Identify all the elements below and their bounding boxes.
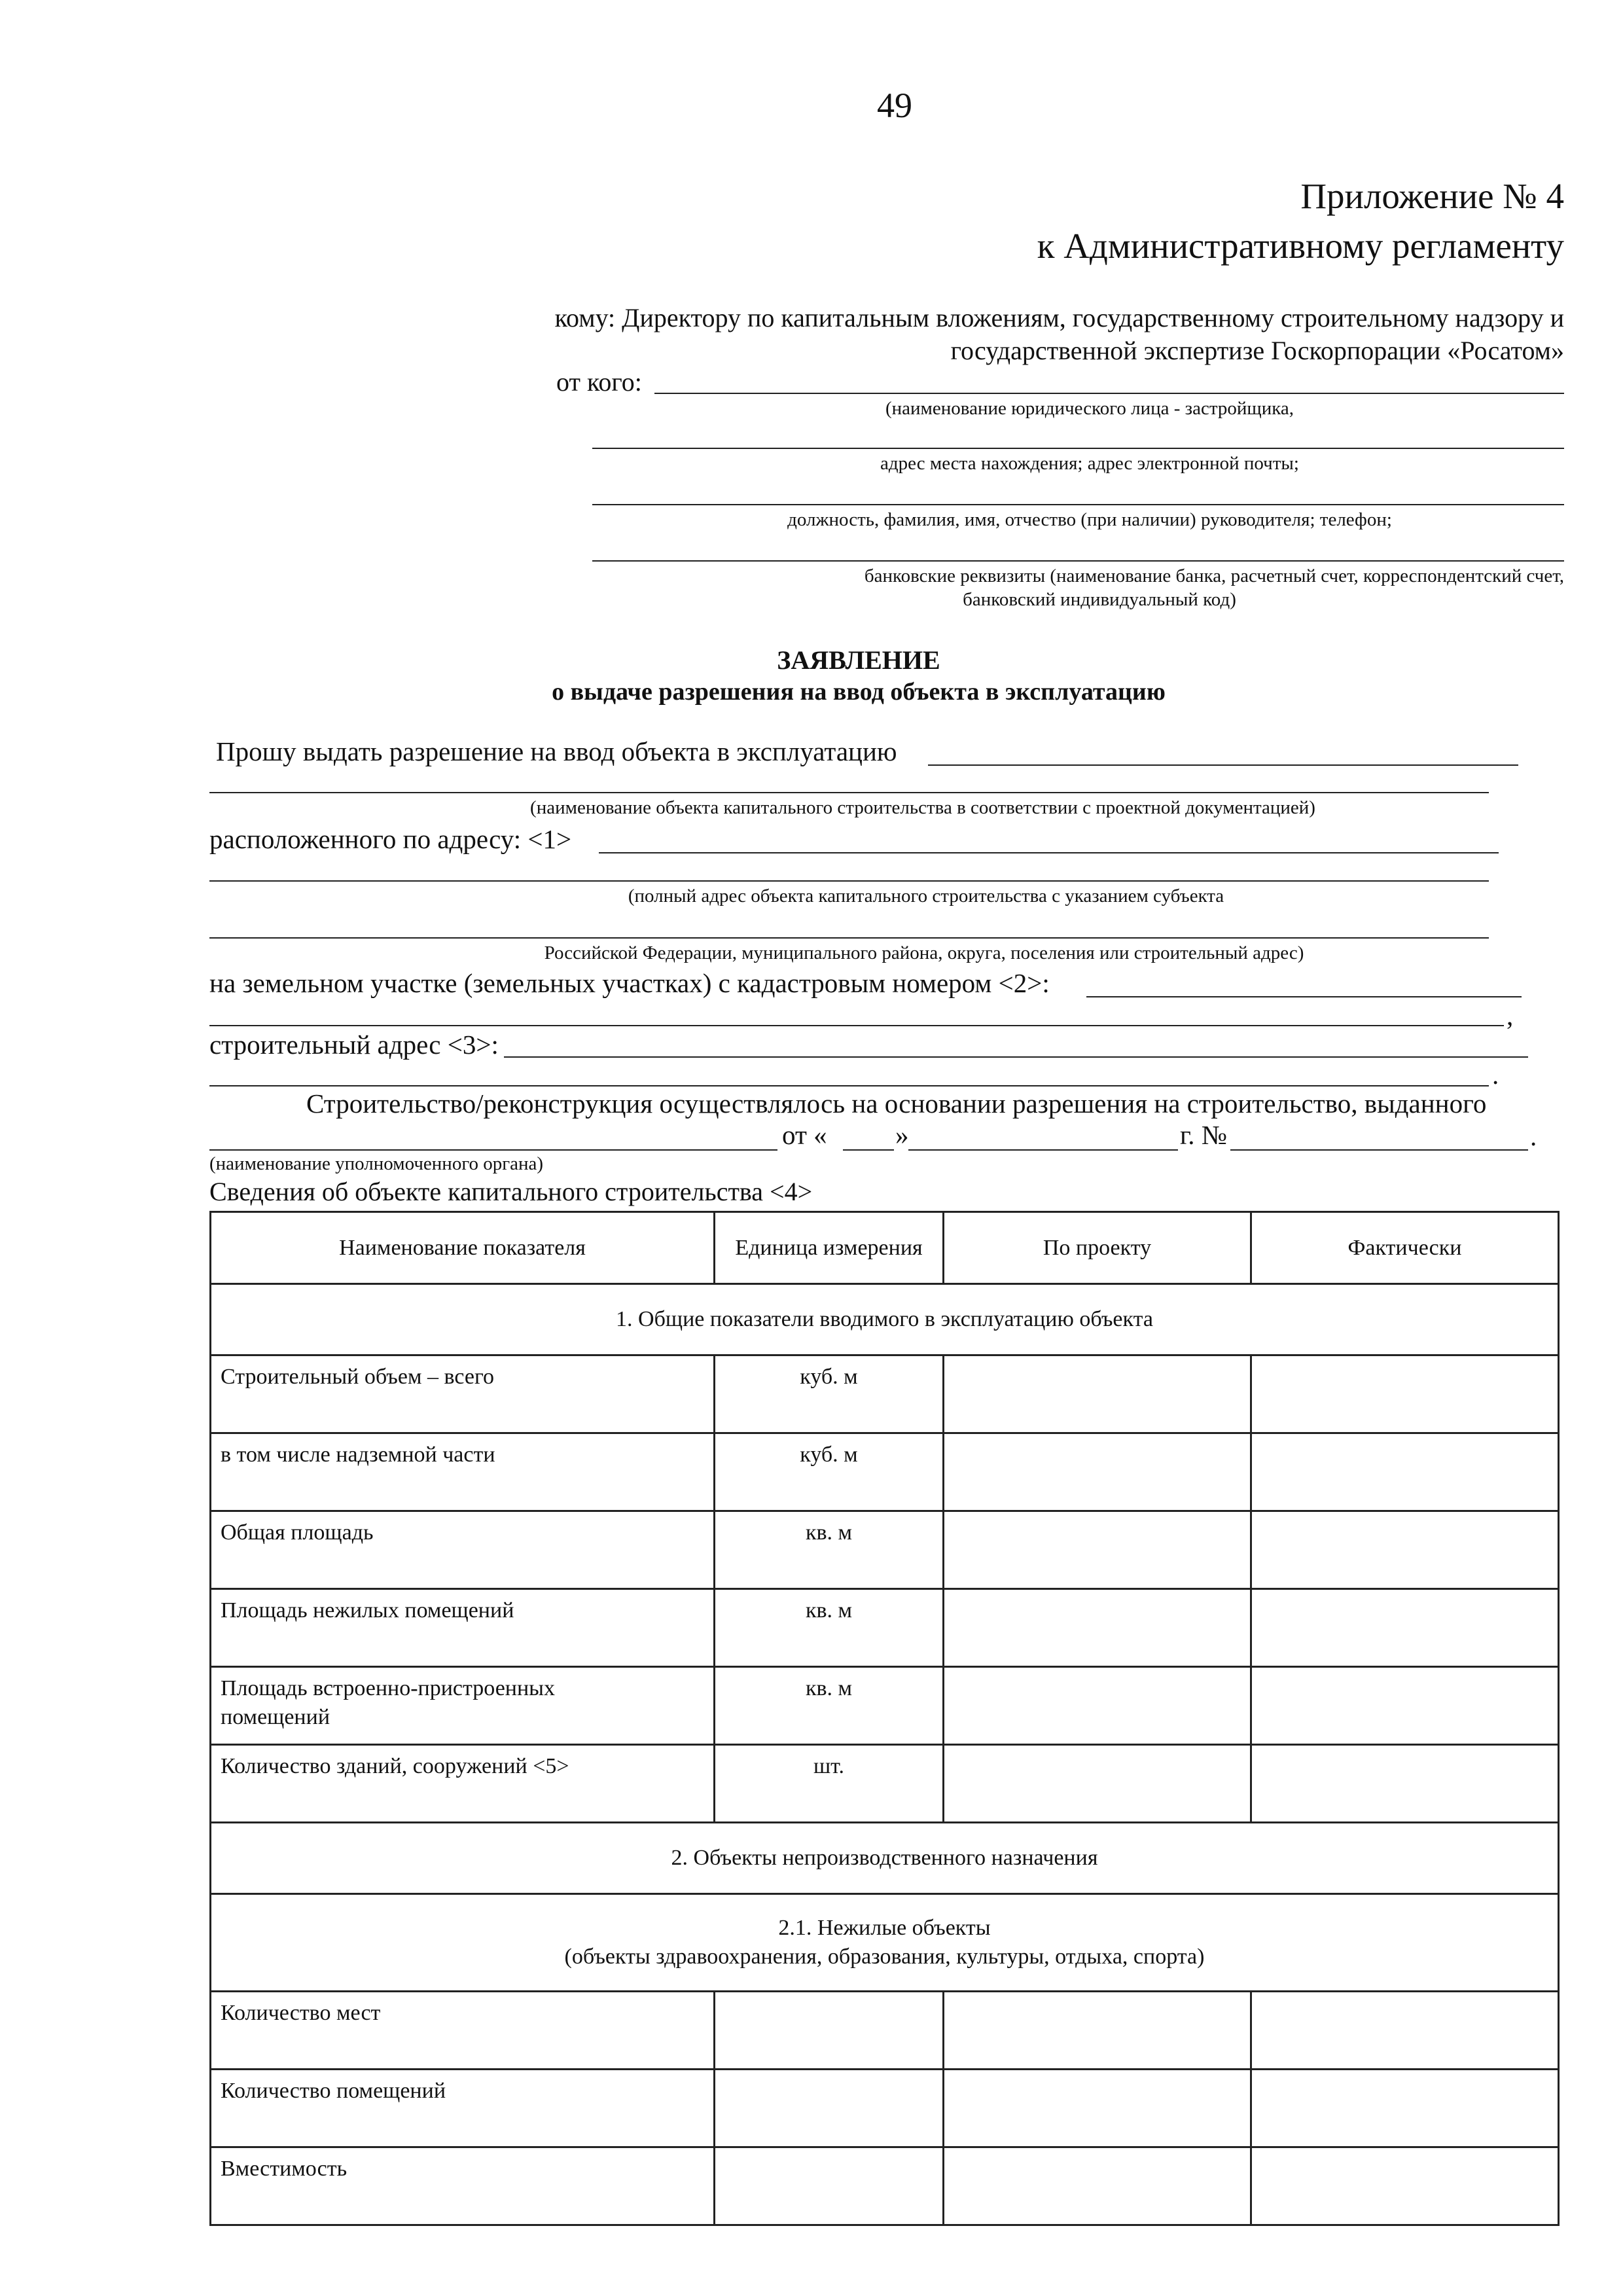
from-line-2[interactable]	[592, 448, 1564, 449]
page-number: 49	[877, 86, 912, 125]
section-2-1-line2: (объекты здравоохранения, образования, культуры, отдыха, спорта)	[564, 1945, 1205, 1969]
address-line-2[interactable]	[209, 880, 1489, 882]
header-unit: Единица измерения	[715, 1212, 944, 1284]
row-name: Строительный объем – всего	[211, 1355, 715, 1433]
row-name: Количество зданий, сооружений <5>	[211, 1745, 715, 1823]
section-1-title: 1. Общие показатели вводимого в эксплуатацию объекта	[211, 1284, 1559, 1355]
info-heading: Сведения об объекте капитального строительства <4>	[209, 1177, 813, 1206]
row-unit: куб. м	[715, 1355, 944, 1433]
from-hint-4b: банковский индивидуальный код)	[963, 589, 1236, 610]
actual-cell[interactable]	[1251, 1511, 1559, 1589]
planned-cell[interactable]	[944, 1355, 1251, 1433]
cadastral-line-2[interactable]	[209, 1025, 1504, 1026]
authority-line[interactable]	[209, 1149, 777, 1151]
date-from-label: от «	[782, 1120, 827, 1150]
permit-number-line[interactable]	[1230, 1149, 1528, 1151]
header-indicator: Наименование показателя	[211, 1212, 715, 1284]
permit-period: .	[1530, 1121, 1537, 1151]
addressee-to-line2: государственной экспертизе Госкорпорации «Росатом»	[950, 336, 1564, 365]
indicators-table	[209, 1211, 1560, 2226]
planned-cell[interactable]	[944, 1433, 1251, 1511]
table-row	[211, 2147, 1559, 2225]
row-name: в том числе надземной части	[211, 1433, 715, 1511]
row-unit[interactable]	[715, 1992, 944, 2070]
planned-cell[interactable]	[944, 1511, 1251, 1589]
located-label: расположенного по адресу: <1>	[209, 824, 572, 854]
table-row	[211, 1745, 1559, 1823]
document-title: ЗАЯВЛЕНИЕ	[777, 645, 940, 675]
date-close-quote: »	[895, 1120, 909, 1150]
document-subtitle: о выдаче разрешения на ввод объекта в эксплуатацию	[552, 678, 1166, 706]
appendix-number: Приложение № 4	[1300, 176, 1564, 216]
planned-cell[interactable]	[944, 1745, 1251, 1823]
row-name: Количество помещений	[211, 2070, 715, 2147]
row-unit: кв. м	[715, 1511, 944, 1589]
from-hint-2: адрес места нахождения; адрес электронной почты;	[880, 453, 1299, 474]
actual-cell[interactable]	[1251, 1667, 1559, 1745]
object-name-line-1[interactable]	[928, 764, 1518, 766]
table-row	[211, 2070, 1559, 2147]
row-unit: кв. м	[715, 1667, 944, 1745]
build-address-label: строительный адрес <3>:	[209, 1030, 499, 1060]
build-address-line-1[interactable]	[504, 1056, 1528, 1058]
object-name-line-2[interactable]	[209, 792, 1489, 793]
row-name: Площадь встроенно-пристроенных помещений	[211, 1667, 715, 1745]
year-number-label: г. №	[1180, 1120, 1227, 1150]
table-row	[211, 1992, 1559, 2070]
hint-authority: (наименование уполномоченного органа)	[209, 1153, 544, 1174]
cadastral-comma: ,	[1507, 1001, 1514, 1031]
actual-cell[interactable]	[1251, 1745, 1559, 1823]
from-line-3[interactable]	[592, 504, 1564, 505]
from-hint-1: (наименование юридического лица - застройщика,	[885, 398, 1294, 419]
from-line-4[interactable]	[592, 560, 1564, 562]
planned-cell[interactable]	[944, 2070, 1251, 2147]
land-label: на земельном участке (земельных участках) с кадастровым номером <2>:	[209, 968, 1050, 998]
row-name: Количество мест	[211, 1992, 715, 2070]
build-address-period: .	[1492, 1060, 1499, 1090]
row-unit: куб. м	[715, 1433, 944, 1511]
section-2-1-line1: 2.1. Нежилые объекты	[778, 1916, 991, 1940]
cadastral-line-1[interactable]	[1086, 996, 1522, 997]
table-header-row	[211, 1212, 1559, 1284]
actual-cell[interactable]	[1251, 1992, 1559, 2070]
section-2-title: 2. Объекты непроизводственного назначения	[211, 1823, 1559, 1894]
header-planned: По проекту	[944, 1212, 1251, 1284]
table-row	[211, 1355, 1559, 1433]
hint-object-name: (наименование объекта капитального строительства в соответствии с проектной документацией)	[530, 797, 1315, 818]
from-hint-3: должность, фамилия, имя, отчество (при наличии) руководителя; телефон;	[787, 509, 1392, 530]
from-line-1[interactable]	[654, 393, 1564, 394]
date-month-line[interactable]	[908, 1149, 1178, 1151]
actual-cell[interactable]	[1251, 2070, 1559, 2147]
from-hint-4a: банковские реквизиты (наименование банка, расчетный счет, корреспондентский счет,	[864, 565, 1564, 586]
row-name: Площадь нежилых помещений	[211, 1589, 715, 1667]
row-unit[interactable]	[715, 2070, 944, 2147]
hint-address-2: Российской Федерации, муниципального района, округа, поселения или строительный адрес)	[544, 942, 1304, 963]
planned-cell[interactable]	[944, 1667, 1251, 1745]
table-row	[211, 1511, 1559, 1589]
planned-cell[interactable]	[944, 1992, 1251, 2070]
actual-cell[interactable]	[1251, 1433, 1559, 1511]
actual-cell[interactable]	[1251, 1589, 1559, 1667]
hint-address-1: (полный адрес объекта капитального строительства с указанием субъекта	[628, 886, 1224, 906]
section-row	[211, 1894, 1559, 1992]
section-2-1-title	[211, 1894, 1559, 1992]
section-row	[211, 1823, 1559, 1894]
row-unit: шт.	[715, 1745, 944, 1823]
planned-cell[interactable]	[944, 2147, 1251, 2225]
request-text: Прошу выдать разрешение на ввод объекта в эксплуатацию	[216, 736, 897, 766]
row-name: Вместимость	[211, 2147, 715, 2225]
table-row	[211, 1667, 1559, 1745]
date-day-line[interactable]	[843, 1149, 894, 1151]
actual-cell[interactable]	[1251, 2147, 1559, 2225]
row-unit: кв. м	[715, 1589, 944, 1667]
header-actual: Фактически	[1251, 1212, 1559, 1284]
row-unit[interactable]	[715, 2147, 944, 2225]
table-row	[211, 1589, 1559, 1667]
construction-text: Строительство/реконструкция осуществлялось на основании разрешения на строительство, выданного	[306, 1088, 1487, 1119]
address-line-3[interactable]	[209, 937, 1489, 939]
actual-cell[interactable]	[1251, 1355, 1559, 1433]
row-name: Общая площадь	[211, 1511, 715, 1589]
section-row	[211, 1284, 1559, 1355]
table-row	[211, 1433, 1559, 1511]
addressee-to-line1: кому: Директору по капитальным вложениям, государственному строительному надзору и	[554, 303, 1564, 332]
from-label: от кого:	[556, 367, 642, 397]
address-line-1[interactable]	[599, 852, 1499, 853]
planned-cell[interactable]	[944, 1589, 1251, 1667]
appendix-regulation: к Административному регламенту	[1037, 226, 1564, 266]
build-address-line-2[interactable]	[209, 1085, 1489, 1086]
